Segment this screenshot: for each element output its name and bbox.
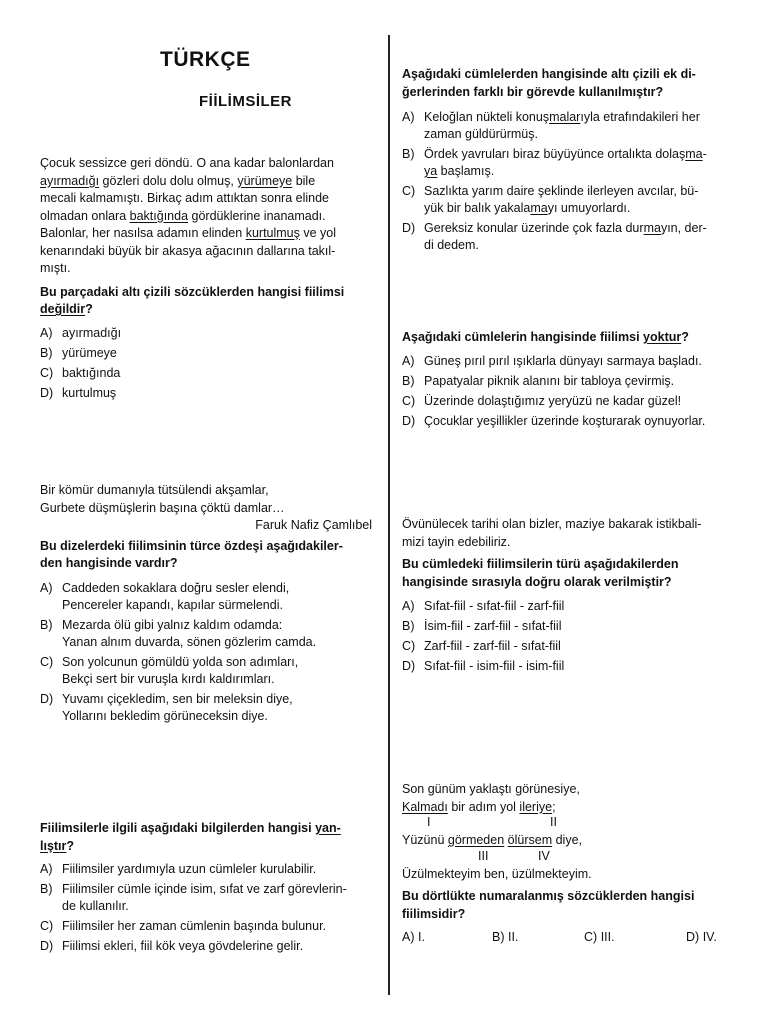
q1-passage-line: ayırmadığı gözleri dolu dolu olmuş, yürümeye bile bbox=[40, 173, 316, 188]
q3-option-b[interactable]: B) Fiilimsiler cümle içinde isim, sıfat ve zarf görevlerin- de kullanılır. bbox=[40, 882, 347, 913]
q5-option-d[interactable]: D) Çocuklar yeşillikler üzerinde koşturarak oynuyorlar. bbox=[402, 413, 706, 428]
q5-option-a[interactable]: A) Güneş pırıl pırıl ışıklarla dünyayı sarmaya başladı. bbox=[402, 353, 702, 368]
numbered-word-3: görmeden bbox=[447, 833, 505, 847]
question-5 bbox=[402, 329, 747, 433]
q7-verse: Son günüm yaklaştı görünesiye, bbox=[402, 782, 580, 796]
q6-option-b[interactable]: B) İsim-fiil - zarf-fiil - sıfat-fiil bbox=[402, 619, 562, 633]
q4-option-b[interactable]: B) Ördek yavruları biraz büyüyünce ortalıkta dolaşma- ya başlamış. bbox=[402, 147, 707, 178]
question-7 bbox=[402, 781, 747, 944]
question-1 bbox=[40, 155, 380, 405]
q4-question: Aşağıdaki cümlelerden hangisinde altı çizili ek di- ğerlerinden farklı bir görevde kullanılmıştır? bbox=[402, 67, 696, 99]
underlined-word: baktığında bbox=[129, 208, 189, 223]
q6-passage: Övünülecek tarihi olan bizler, maziye bakarak istikbali- mizi tayin edebiliriz. bbox=[402, 517, 702, 549]
roman-numeral: I bbox=[427, 815, 431, 829]
q2-author: Faruk Nafiz Çamlıbel bbox=[255, 518, 372, 532]
q1-passage-line: Balonlar, her nasılsa adamın elinden kurtulmuş ve yol bbox=[40, 226, 337, 240]
underlined-word: kurtulmuş bbox=[245, 226, 300, 240]
q6-question: Bu cümledeki fiilimsilerin türü aşağıdakilerden hangisinde sırasıyla doğru olarak verilmiştir? bbox=[402, 557, 679, 589]
q7-options bbox=[402, 930, 747, 944]
q7-option-c[interactable]: C) III. bbox=[584, 930, 615, 944]
roman-numeral: III bbox=[478, 848, 489, 863]
q2-verse: Gurbete düşmüşlerin başına çöktü damlar… bbox=[40, 500, 285, 515]
q7-option-d[interactable]: D) IV. bbox=[686, 930, 717, 944]
q1-passage-line: mıştı. bbox=[40, 261, 71, 275]
q1-passage-line: mecali kalmamıştı. Birkaç adım attıktan sonra elinde bbox=[40, 191, 330, 205]
q5-question: Aşağıdaki cümlelerin hangisinde fiilimsi yoktur? bbox=[402, 330, 689, 344]
q6-option-a[interactable]: A) Sıfat-fiil - sıfat-fiil - zarf-fiil bbox=[402, 599, 565, 613]
q1-option-d[interactable]: D) kurtulmuş bbox=[40, 385, 117, 400]
q3-option-a[interactable]: A) Fiilimsiler yardımıyla uzun cümleler kurulabilir. bbox=[40, 862, 317, 876]
q1-question: Bu parçadaki altı çizili sözcüklerden hangisi fiilimsi değildir? bbox=[40, 284, 345, 316]
underlined-word: yürümeye bbox=[237, 173, 293, 188]
q7-verse: Kalmadı bir adım yol ileriye; bbox=[402, 799, 556, 814]
q7-option-a[interactable]: A) I. bbox=[402, 930, 425, 944]
q1-passage-line: olmadan onlara baktığında gördüklerine inanamadı. bbox=[40, 208, 326, 223]
numbered-word-4: ölürsem bbox=[507, 833, 553, 847]
numbered-word-1: Kalmadı bbox=[402, 799, 448, 814]
q7-numbers-row bbox=[402, 816, 747, 832]
q3-option-c[interactable]: C) Fiilimsiler her zaman cümlenin başında bulunur. bbox=[40, 919, 327, 933]
q3-question: Fiilimsilerle ilgili aşağıdaki bilgilerden hangisi yan- lıştır? bbox=[40, 821, 341, 853]
q7-question: Bu dörtlükte numaralanmış sözcüklerden hangisi fiilimsidir? bbox=[402, 889, 695, 921]
q2-verse: Bir kömür dumanıyla tütsülendi akşamlar, bbox=[40, 483, 269, 497]
question-3 bbox=[40, 820, 380, 958]
q2-option-b[interactable]: B) Mezarda ölü gibi yalnız kaldım odamda: Yanan alnım duvarda, sönen gözlerim camda. bbox=[40, 617, 317, 649]
column-divider bbox=[388, 35, 390, 995]
q4-option-d[interactable]: D) Gereksiz konular üzerinde çok fazla durmayın, der- di dedem. bbox=[402, 221, 707, 252]
roman-numeral: II bbox=[550, 815, 557, 829]
q7-verse: Yüzünü görmeden ölürsem diye, bbox=[402, 833, 583, 847]
q5-option-b[interactable]: B) Papatyalar piknik alanını bir tabloya çevirmiş. bbox=[402, 373, 675, 388]
q7-verse: Üzülmekteyim ben, üzülmekteyim. bbox=[402, 866, 592, 881]
question-2 bbox=[40, 482, 380, 728]
q2-option-c[interactable]: C) Son yolcunun gömüldü yolda son adımları, Bekçi sert bir vuruşla kırdı kaldırımları. bbox=[40, 654, 299, 686]
q3-option-d[interactable]: D) Fiilimsi ekleri, fiil kök veya gövdelerine gelir. bbox=[40, 939, 304, 953]
q5-option-c[interactable]: C) Üzerinde dolaştığımız yeryüzü ne kadar güzel! bbox=[402, 393, 682, 408]
q7-option-b[interactable]: B) II. bbox=[492, 930, 519, 944]
page-subtitle: FİİLİMSİLER bbox=[199, 93, 292, 110]
question-6 bbox=[402, 516, 747, 678]
roman-numeral: IV bbox=[538, 848, 550, 863]
q6-option-d[interactable]: D) Sıfat-fiil - isim-fiil - isim-fiil bbox=[402, 659, 565, 673]
q2-option-a[interactable]: A) Caddeden sokaklara doğru sesler elendi, Pencereler kapandı, kapılar sürmelendi. bbox=[40, 580, 290, 612]
q7-numbers-row bbox=[402, 850, 747, 866]
q1-option-c[interactable]: C) baktığında bbox=[40, 365, 121, 380]
q1-option-a[interactable]: A) ayırmadığı bbox=[40, 325, 122, 340]
q4-option-c[interactable]: C) Sazlıkta yarım daire şeklinde ilerleyen avcılar, bü- yük bir balık yakalamayı umuyorlardı. bbox=[402, 184, 699, 215]
q1-option-b[interactable]: B) yürümeye bbox=[40, 345, 117, 360]
page-title: TÜRKÇE bbox=[160, 48, 251, 71]
numbered-word-2: ileriye bbox=[519, 799, 553, 814]
q4-option-a[interactable]: A) Keloğlan nükteli konuşmalarıyla etrafındakileri her zaman güldürürmüş. bbox=[402, 110, 700, 141]
q2-question: Bu dizelerdeki fiilimsinin türce özdeşi aşağıdakiler- den hangisinde vardır? bbox=[40, 538, 343, 570]
q6-option-c[interactable]: C) Zarf-fiil - zarf-fiil - sıfat-fiil bbox=[402, 639, 561, 653]
q2-option-d[interactable]: D) Yuvamı çiçekledim, sen bir meleksin diye, Yollarını bekledim görüneceksin diye. bbox=[40, 691, 293, 723]
question-4 bbox=[402, 66, 747, 257]
q1-passage-line: Çocuk sessizce geri döndü. O ana kadar balonlardan bbox=[40, 156, 334, 170]
q1-passage-line: kenarındaki büyük bir akasya ağacının dallarına takıl- bbox=[40, 243, 336, 258]
underlined-word: ayırmadığı bbox=[40, 173, 100, 188]
